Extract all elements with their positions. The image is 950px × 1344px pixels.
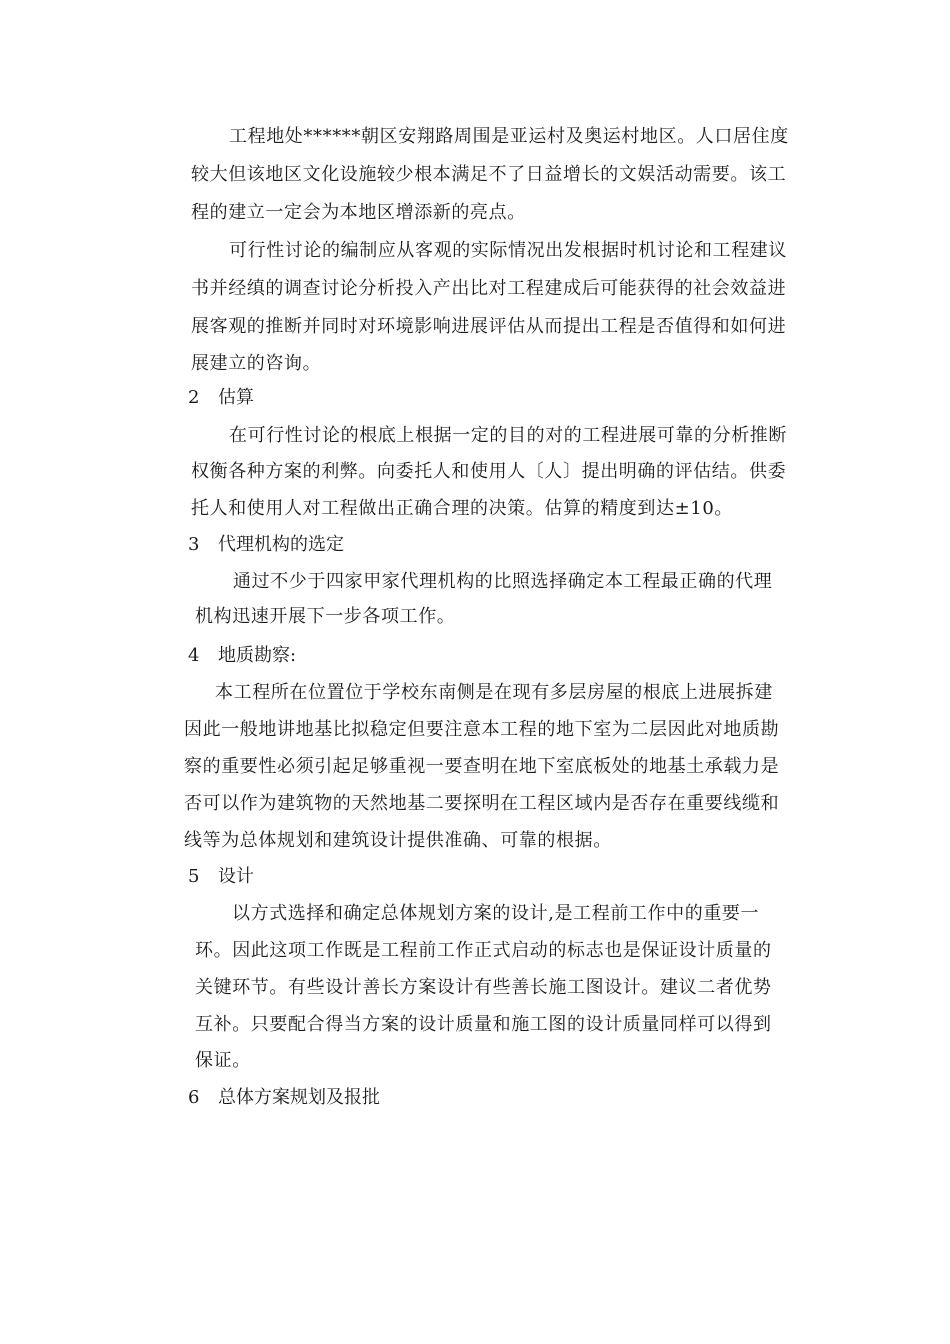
para5-line3: 察的重要性必须引起足够重视一要查明在地下室底板处的地基土承载力是	[184, 756, 780, 777]
section-number: 6	[188, 1087, 200, 1108]
para1-line3: 程的建立一定会为本地区增添新的亮点。	[191, 202, 526, 223]
para5-line2: 因此一般地讲地基比拟稳定但要注意本工程的地下室为二层因此对地质勘	[184, 719, 780, 740]
para5-line4: 否可以作为建筑物的天然地基二要探明在工程区域内是否存在重要线缆和	[184, 793, 780, 814]
para4-line1: 通过不少于四家甲家代理机构的比照选择确定本工程最正确的代理	[233, 571, 773, 592]
section-title: 代理机构的选定	[218, 534, 344, 555]
para4-line2: 机构迅速开展下一步各项工作。	[195, 606, 456, 627]
para6-line5: 保证。	[195, 1050, 251, 1071]
para6-line4: 互补。只要配合得当方案的设计质量和施工图的设计质量同样可以得到	[195, 1014, 772, 1035]
para2-line3: 展客观的推断并同时对环境影响进展评估从而提出工程是否值得和如何进	[191, 316, 787, 337]
section-heading-2	[188, 386, 254, 410]
section-heading-6	[188, 1086, 380, 1110]
section-heading-5	[188, 865, 254, 889]
para2-line4: 展建立的咨询。	[191, 353, 322, 374]
para6-line1: 以方式选择和确定总体规划方案的设计,是工程前工作中的重要一	[232, 903, 760, 924]
para3-line3: 托人和使用人对工程做出正确合理的决策。估算的精度到达±10。	[191, 498, 733, 519]
section-title: 估算	[218, 387, 254, 408]
section-title: 地质勘察:	[218, 645, 297, 666]
para1-line1: 工程地处******朝区安翔路周围是亚运村及奥运村地区。人口居住度	[229, 126, 789, 147]
para6-line2: 环。因此这项工作既是工程前工作正式启动的标志也是保证设计质量的	[195, 940, 772, 961]
para3-line1: 在可行性讨论的根底上根据一定的目的对的工程进展可靠的分析推断	[229, 425, 787, 446]
section-heading-4	[188, 644, 296, 668]
para2-line2: 书并经缜的调查讨论分析投入产出比对工程建成后可能获得的社会效益进	[191, 278, 787, 299]
section-heading-3	[188, 533, 344, 557]
section-title: 设计	[218, 866, 254, 887]
para6-line3: 关键环节。有些设计善长方案设计有些善长施工图设计。建议二者优势	[195, 977, 772, 998]
section-number: 4	[188, 645, 200, 666]
section-title: 总体方案规划及报批	[218, 1087, 380, 1108]
para3-line2: 权衡各种方案的利弊。向委托人和使用人〔人〕提出明确的评估结。供委	[191, 461, 787, 482]
para1-line2: 较大但该地区文化设施较少根本满足不了日益增长的文娱活动需要。该工	[191, 164, 787, 185]
para5-line1: 本工程所在位置位于学校东南侧是在现有多层房屋的根底上进展拆建	[215, 682, 773, 703]
section-number: 5	[188, 866, 200, 887]
section-number: 2	[188, 387, 200, 408]
section-number: 3	[188, 534, 200, 555]
para2-line1: 可行性讨论的编制应从客观的实际情况出发根据时机讨论和工程建议	[229, 240, 787, 261]
para5-line5: 线等为总体规划和建筑设计提供准确、可靠的根据。	[184, 830, 612, 851]
